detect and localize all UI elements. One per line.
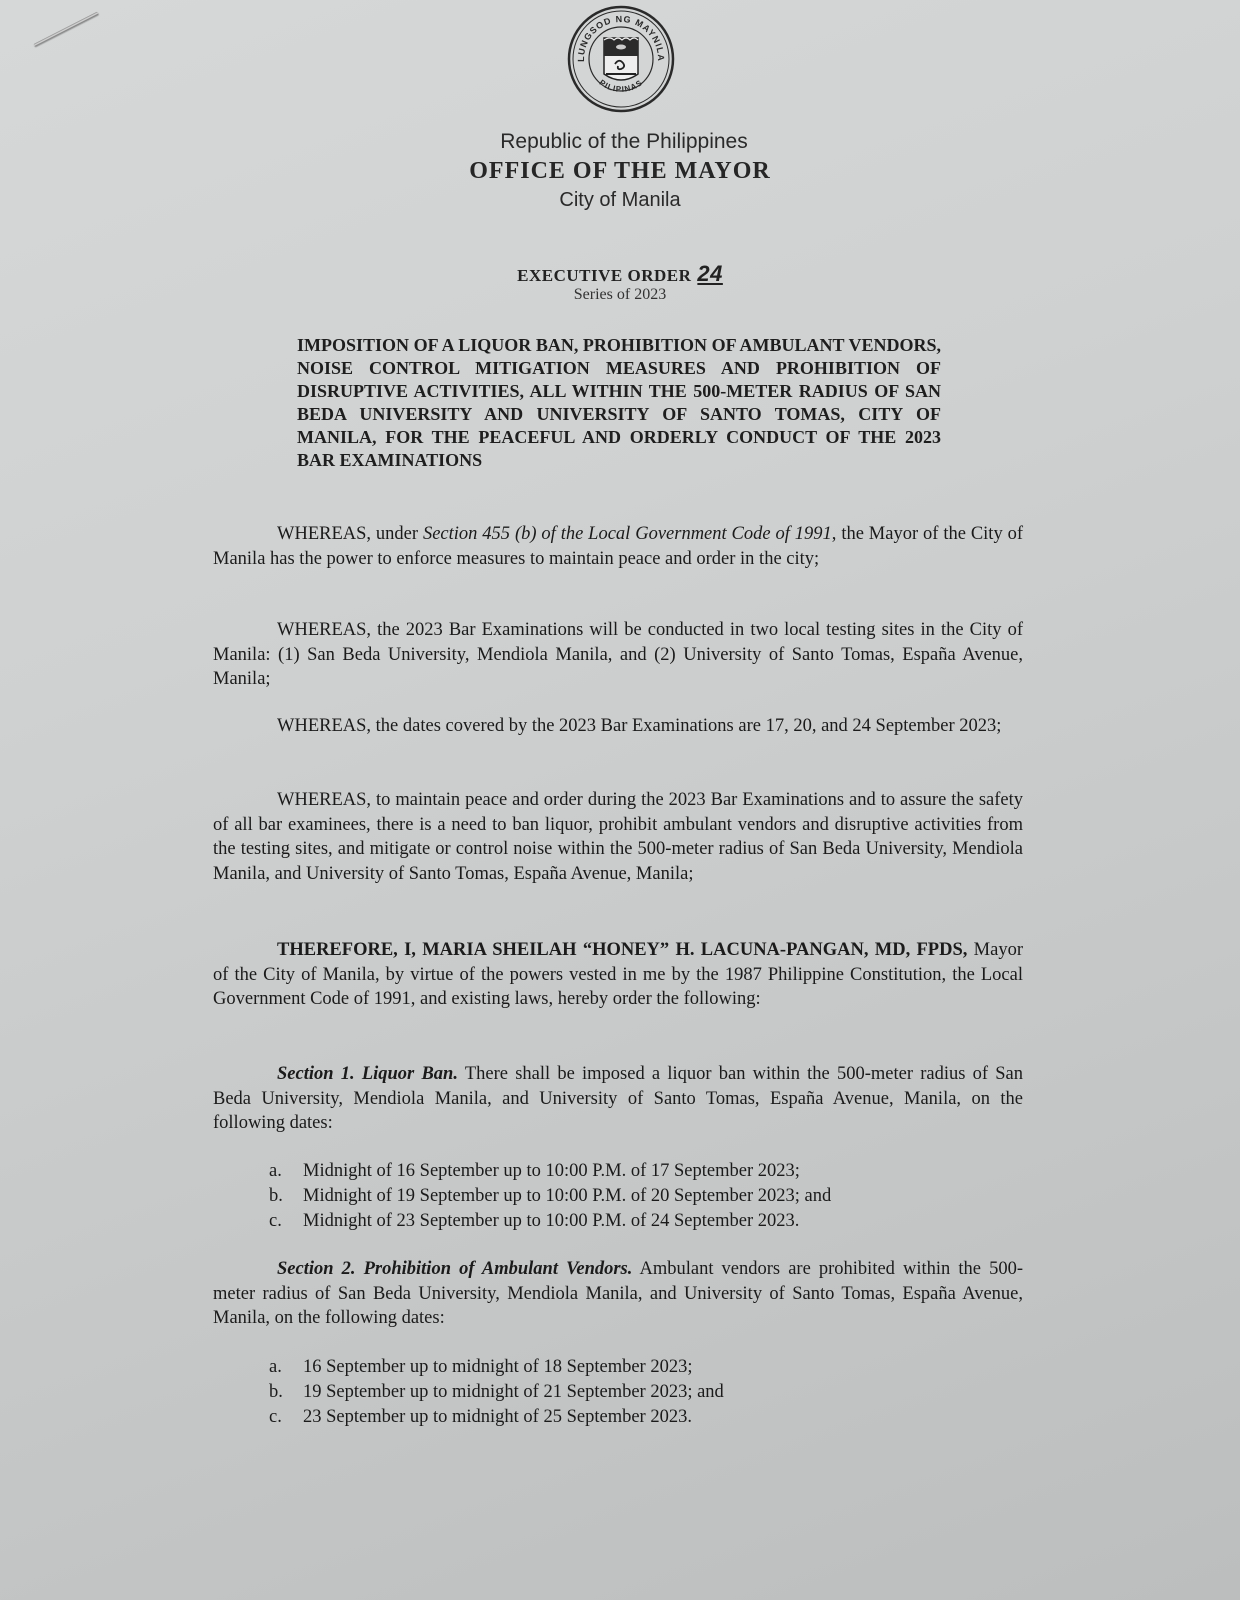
list-text: 16 September up to midnight of 18 September 2023; <box>303 1357 693 1377</box>
whereas-clause-2 <box>213 618 1023 692</box>
list-item <box>269 1209 1009 1234</box>
list-marker: c. <box>269 1211 282 1231</box>
order-label: EXECUTIVE ORDER <box>517 266 692 285</box>
mayor-name: THEREFORE, I, MARIA SHEILAH “HONEY” H. LACUNA-PANGAN, MD, FPDS, <box>277 940 968 960</box>
order-label-line <box>0 261 1240 286</box>
section-1 <box>213 1062 1023 1136</box>
section-1-dates-list <box>269 1159 1009 1234</box>
order-title: IMPOSITION OF A LIQUOR BAN, PROHIBITION OF AMBULANT VENDORS, NOISE CONTROL MITIGATION MEASURES AND PROHIBITION OF DISRUPTIVE ACTIVITIES, ALL WITHIN THE 500-METER RADIUS OF SAN BEDA UNIVERSITY AND UNIVERSITY OF SANTO TOMAS, CITY OF MANILA, FOR THE PEACEFUL AND ORDERLY CONDUCT OF THE 2023 BAR EXAMINATIONS <box>297 335 941 470</box>
executive-order-heading <box>0 261 1240 304</box>
section-heading: Section 2. Prohibition of Ambulant Vendors. <box>277 1259 633 1279</box>
city-label: City of Manila <box>559 189 681 211</box>
office-title: OFFICE OF THE MAYOR <box>469 158 771 184</box>
section-2-dates-list <box>269 1355 1009 1430</box>
list-text: Midnight of 19 September up to 10:00 P.M. of 20 September 2023; and <box>303 1186 832 1206</box>
svg-text:PILIPINAS: PILIPINAS <box>597 77 645 94</box>
list-text: 23 September up to midnight of 25 September 2023. <box>303 1407 692 1427</box>
section-text: There shall be imposed a liquor ban within the 500-meter radius of San Beda University, Mendiola Manila, and University of Santo Tomas, España Avenue, Manila, on the following dates: <box>213 1064 1024 1133</box>
section-heading: Section 1. Liquor Ban. <box>277 1064 458 1084</box>
whereas-clause-1 <box>213 522 1023 571</box>
city-seal-icon <box>566 4 676 114</box>
therefore-text: Mayor of the City of Manila, by virtue of the powers vested in me by the 1987 Philippine Constitution, the Local Government Code of 1991, and existing laws, hereby order the following: <box>213 940 1023 1009</box>
whereas-text: WHEREAS, to maintain peace and order during the 2023 Bar Examinations and to assure the safety of all bar examinees, there is a need to ban liquor, prohibit ambulant vendors and disruptive activities from the testing sites, and mitigate or control noise within the 500-meter radius of San Beda University, Mendiola Manila, and University of Santo Tomas, España Avenue, Manila; <box>213 790 1023 884</box>
legal-citation: Section 455 (b) of the Local Government Code of 1991 <box>422 524 832 544</box>
list-item <box>269 1355 1009 1380</box>
list-text: Midnight of 23 September up to 10:00 P.M. of 24 September 2023. <box>303 1211 800 1231</box>
list-item <box>269 1405 1009 1430</box>
list-item <box>269 1159 1009 1184</box>
list-marker: b. <box>269 1382 283 1402</box>
republic-label: Republic of the Philippines <box>500 130 748 153</box>
letterhead <box>0 128 1240 214</box>
whereas-lead: WHEREAS, under <box>277 524 423 544</box>
whereas-text: WHEREAS, the dates covered by the 2023 Bar Examinations are 17, 20, and 24 September 2023; <box>277 716 1002 736</box>
section-text: Ambulant vendors are prohibited within the 500-meter radius of San Beda University, Mendiola Manila, and University of Santo Tomas, España Avenue, Manila, on the following dates: <box>213 1259 1023 1328</box>
list-text: 19 September up to midnight of 21 September 2023; and <box>303 1382 724 1402</box>
list-marker: a. <box>269 1161 282 1181</box>
list-item <box>269 1184 1009 1209</box>
list-item <box>269 1380 1009 1405</box>
list-marker: b. <box>269 1186 283 1206</box>
svg-text:LUNGSOD NG MAYNILA: LUNGSOD NG MAYNILA <box>575 13 667 62</box>
whereas-text: WHEREAS, the 2023 Bar Examinations will be conducted in two local testing sites in the City of Manila: (1) San Beda University, Mendiola Manila, and (2) University of Santo Tomas, España Avenue, Manila; <box>213 620 1023 689</box>
whereas-text: , the Mayor of the City of Manila has the power to enforce measures to maintain peace and order in the city; <box>213 524 1023 569</box>
order-number: 24 <box>697 261 723 286</box>
list-marker: c. <box>269 1407 282 1427</box>
section-2 <box>213 1257 1023 1331</box>
therefore-clause <box>213 938 1023 1012</box>
staple <box>33 11 99 46</box>
list-text: Midnight of 16 September up to 10:00 P.M. of 17 September 2023; <box>303 1161 800 1181</box>
whereas-clause-3 <box>213 714 1023 739</box>
list-marker: a. <box>269 1357 282 1377</box>
whereas-clause-4 <box>213 788 1023 886</box>
order-series: Series of 2023 <box>573 286 667 303</box>
